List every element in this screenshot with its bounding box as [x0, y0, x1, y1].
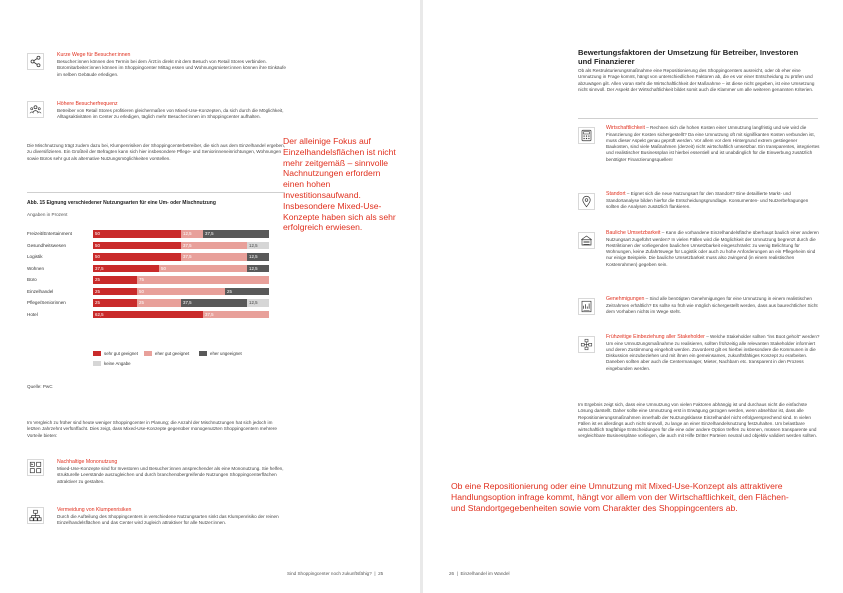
category-label: Logistik	[27, 254, 43, 259]
point-title: Nachhaltige Mononutzung	[57, 459, 118, 465]
factor-text: – Eignet sich die neue Nutzungsart für den Standort? Eine detaillierte Markt- und Standortanalyse bilden hierfür die Entscheidungsgrundlage. Konsumenten- und Nutzerbefragungen sollten die Analysen zusätzlich flankieren.	[606, 191, 809, 209]
stakeholder-network-icon	[578, 336, 595, 353]
factor-construction	[606, 230, 820, 268]
calculator-icon	[578, 127, 595, 144]
media-shapes-icon	[27, 459, 44, 476]
bar-segment: 37,5	[203, 230, 269, 238]
factor-text: – Rechnen sich die hohen Kosten einer Umnutzung langfristig und wie wird die Finanzierung der Kosten sichergestellt? Da eine Umnutzung oft mit signifikanten Kosten verbunden ist, muss dieser Aspekt genau geprüft werden. Vor allem vor dem Hintergrund extrem gestiegener Baukosten, sind viele Maßnahmen (derzeit) nicht wirtschaftlich umsetzbar. Ein transparentes, integriertes und realistischer Businessplan ist hierbei essentiell und ist unabdinglich für die Einwerbung zusätzlich benötigter Finanzierungsquellen!	[606, 125, 820, 162]
location-pin-icon	[578, 193, 595, 210]
bar-segment: 12,5	[247, 265, 269, 273]
factor-location	[606, 191, 820, 210]
factor-economics	[606, 125, 820, 163]
bar-segment: 75	[137, 276, 269, 284]
category-label: Pflege/Seniorinnen	[27, 300, 66, 305]
left-page	[0, 0, 420, 593]
bar-segment: 37,5	[181, 253, 247, 261]
point-text: Betreiber von Retail Stores profitieren gleichermaßen von Mixed-Use-Konzepten, da sich durch die Möglichkeit, Alltagsaktivitäten im Center zu erledigen, täglich mehr Besucher:innen im Shoppingcenter aufhalten.	[57, 108, 284, 120]
footer-title: Einzelhandel im Wandel	[460, 571, 510, 576]
document-approval-icon	[578, 298, 595, 315]
factor-title: Wirtschaftlichkeit	[606, 125, 645, 131]
category-label: Büro	[27, 277, 37, 282]
bar-segment: 12,5	[181, 230, 203, 238]
point-text: Besucher:innen können den Termin bei dem Ärzt:in direkt mit dem Besuch von Retail Stores verbinden. Büromitarbeiter:innen können im Shoppingcenter Mittag essen und Wohnungsmieter:innen können ihre Einkäufe im selben Gebäude erledigen.	[57, 59, 286, 77]
bar-segment: 37,5	[203, 311, 269, 319]
bar-segment: 25	[93, 299, 137, 307]
bar-segment: 25	[137, 299, 181, 307]
category-label: Einzelhandel	[27, 288, 54, 294]
bar-segment: 12,5	[247, 253, 269, 261]
conclusion-paragraph: Im Ergebnis zeigt sich, dass eine Umnutzung von vielen Faktoren abhängig ist und durchaus nicht die einfachste Lösung darstellt. Daher sollte eine Umnutzung erst in Erwägung gezogen werden, wenn absehbar ist, dass alle Repositionierungsmaßnahmen innerhalb der Nutzungsklasse Einzelhandel nicht erfolgversprechend sind. In vielen Fällen ist es allerdings auch nicht sinnvoll, zu lange an einer Einzelhandelsnutzung festzuhalten. Um belastbare wirtschaftlich tragfähige Entscheidungen für die eine oder andere Option treffen zu können, müssen transparente und vergleichbare Businesspläne vorliegen, die auch mit Hilfe Dritter Parteien neutral und objektiv validiert werden sollten.	[578, 402, 818, 439]
legend-label: eher ungeeignet	[210, 351, 242, 356]
category-label: Wohnen	[27, 265, 45, 271]
category-label: Gesundheitswesen	[27, 242, 67, 248]
right-page	[423, 0, 843, 593]
pull-quote: Ob eine Repositionierung oder eine Umnutzung mit Mixed-Use-Konzept als attraktivere Handlungsoption infrage kommt, hängt vor allem von der Wirtschaftlichkeit, den Flächen- und Standortgegebenheiten sowie vom Charakter des Shoppingcenters ab.	[451, 481, 789, 513]
factor-title: Standort	[606, 191, 626, 197]
category-label: Hotel	[27, 311, 38, 317]
hierarchy-icon	[27, 507, 44, 524]
bar-segment: 62,5	[93, 311, 203, 319]
legend-swatch	[199, 351, 207, 356]
factor-stakeholders	[606, 334, 820, 372]
chart-rule	[27, 192, 285, 193]
page-number: 26	[449, 571, 455, 576]
factor-text: – Kann die vorhandene Einzelhandelsfläche überhaupt baulich einer anderen Nutzungsart zugeführt werden? In vielen Fällen wird die Möglichkeit der Umnutzung begrenzt durch die Restriktionen der vorliegenden baulichen Umsetzbarkeit eingeschränkt: zu wenig Belichtung für Wohnungen, keine Zufahrtswege für Logistik oder auch zu hohe Anforderungen an ein Pflegeheim sind nur einige Beispiele. Die bauliche Umsetzbarkeit muss also zwingend (in einem realistischen Kostenrahmen) gegeben sein.	[606, 230, 819, 267]
factor-title: Bauliche Umsetzbarkeit	[606, 230, 661, 236]
bar-segment: 50	[159, 265, 247, 273]
pull-quote: Der alleinige Fokus auf Einzelhandelsflächen ist nicht mehr zeitgemäß – sinnvolle Nachnutzungen erfordern einen hohen Investitionsaufwand. Insbesondere Mixed-Use-Konzepte haben sich als sehr erfolgreich erwiesen.	[283, 136, 396, 233]
chart-subtitle: Angaben in Prozent	[27, 212, 68, 217]
section-heading: Bewertungsfaktoren der Umsetzung für Betreiber, Investoren und Finanzierer	[578, 48, 799, 67]
bar-segment: 25	[225, 288, 269, 296]
factor-title: Genehmigungen	[606, 296, 645, 302]
factor-text: – Sind alle benötigten Genehmigungen für eine Umnutzung in einem realistischen Zeitrahmen erhältlich? Es sollte so früh wie möglich sichergestellt werden, dass aus baurechtlicher Sicht dem Vorhaben nichts im Wege steht.	[606, 296, 818, 314]
people-group-icon	[27, 101, 44, 118]
legend-swatch	[93, 361, 101, 366]
building-icon	[578, 232, 595, 249]
factor-permits	[606, 296, 820, 315]
intro-paragraph: Die Mischnutzung trägt zudem dazu bei, Klumpenrisiken der Shoppingcenterbetreiber, die sich aus dem Einzelhandel ergeben, zu diversifizieren. Ein Großteil der Befragten kann sich hier insbesondere Pflege- und Seniorinneneinrichtungen, Wohnungen sowie Büros sehr gut als alternative Nutzungsmöglichkeiten vorstellen.	[27, 143, 285, 161]
bar-segment: 12,5	[247, 299, 269, 307]
footer-title: Sind Shoppingcenter noch zukunftsfähig?	[287, 571, 372, 576]
factor-title: Frühzeitige Einbeziehung aller Stakeholder	[606, 334, 705, 340]
point-title: Vermeidung von Klumpenrisiken	[57, 507, 132, 513]
legend-label: sehr gut geeignet	[104, 351, 138, 356]
point-title: Kurze Wege für Besucher:innen	[57, 52, 131, 58]
bar-segment: 50	[93, 253, 181, 261]
share-network-icon	[27, 53, 44, 70]
point-title: Höhere Besucherfrequenz	[57, 101, 118, 107]
page-footer: Sind Shoppingcenter noch zukunftsfähig? | 25	[287, 571, 384, 576]
legend-label: keine Angabe	[104, 361, 131, 366]
chart-title: Abb. 15 Eignung verschiedener Nutzungsarten für eine Um- oder Mischnutzung	[27, 200, 216, 206]
point-text: Mixed-Use-Konzepte sind für Investoren und Besucher:innen ansprechender als eine Mononutzung. Sie helfen, strukturelle Leerstände auszugleichen und durch branchenübergreifende Nutzungen Shoppingcenterflächen attraktiver zu gestalten.	[57, 466, 284, 484]
section-intro: Ob als Restrukturierungsmaßnahme eine Repositionierung des Shoppingcenters ausreicht, oder ob eher eine Umnutzung in Frage kommt, hängt von unterschiedlichen Faktoren ab, die es vor einer Entscheidung zu prüfen und abzuwägen gilt. Allen voran steht die Wirtschaftlichkeit der Maßnahme – ist diese nicht gegeben, ist eine Umsetzung nicht sinnvoll. Der Aspekt der Wirtschaftlichkeit bildet somit auch die Klammer um alle weiteren genannten Kriterien.	[578, 68, 815, 92]
legend-swatch	[93, 351, 101, 356]
section-rule	[578, 118, 818, 119]
bar-segment: 37,5	[93, 265, 159, 273]
bar-segment: 12,5	[247, 242, 269, 250]
bar-segment: 50	[93, 242, 181, 250]
point-text: Durch die Aufteilung des Shoppingcenters in verschiedene Nutzungsarten sinkt das Klumpenrisiko der reinen Einzelhandelsflächen und das Center wird zugleich attraktiver für alle Nutzer:innen.	[57, 514, 279, 526]
legend-swatch	[144, 351, 152, 356]
bar-segment: 25	[93, 288, 137, 296]
chart-source: Quelle: PwC	[27, 384, 53, 389]
bar-segment: 50	[137, 288, 225, 296]
category-label: Freizeit/Entertainment	[27, 231, 72, 236]
bar-segment: 25	[93, 276, 137, 284]
after-paragraph: Im Vergleich zu früher sind heute weniger Shoppingcenter in Planung; die Anzahl der Mischnutzungen hat sich jedoch im letzten Jahrzehnt verfünffacht. Dies zeigt, dass Mixed-Use-Konzepte gegenüber monogenutzten Shoppingcentern mehrere Vorteile bieten:	[27, 420, 277, 438]
factor-text: – Welche Stakeholder sollten "ins Boot geholt" werden? Um eine Umnutzungsmaßnahme zu realisieren, sollten frühzeitig alle relevanten Stakeholder informiert und deren Zustimmung eingeholt werden. Zuvorderst gilt es hierbei insbesondere die Kommunen in die Diskussion einzubeziehen und mit ihnen ein gemeinsames, zukunftsfähiges Konzept zu erarbeiten. Daneben sollten aber auch die Centermanager, Mieter, Nachbarn etc. transparent in den Prozess eingebunden werden.	[606, 334, 820, 371]
page-number: 25	[378, 571, 384, 576]
bar-segment: 37,5	[181, 299, 247, 307]
legend-label: eher gut geeignet	[155, 351, 190, 356]
page-footer: 26 | Einzelhandel im Wandel	[449, 571, 510, 576]
bar-segment: 50	[93, 230, 181, 238]
bar-segment: 37,5	[181, 242, 247, 250]
